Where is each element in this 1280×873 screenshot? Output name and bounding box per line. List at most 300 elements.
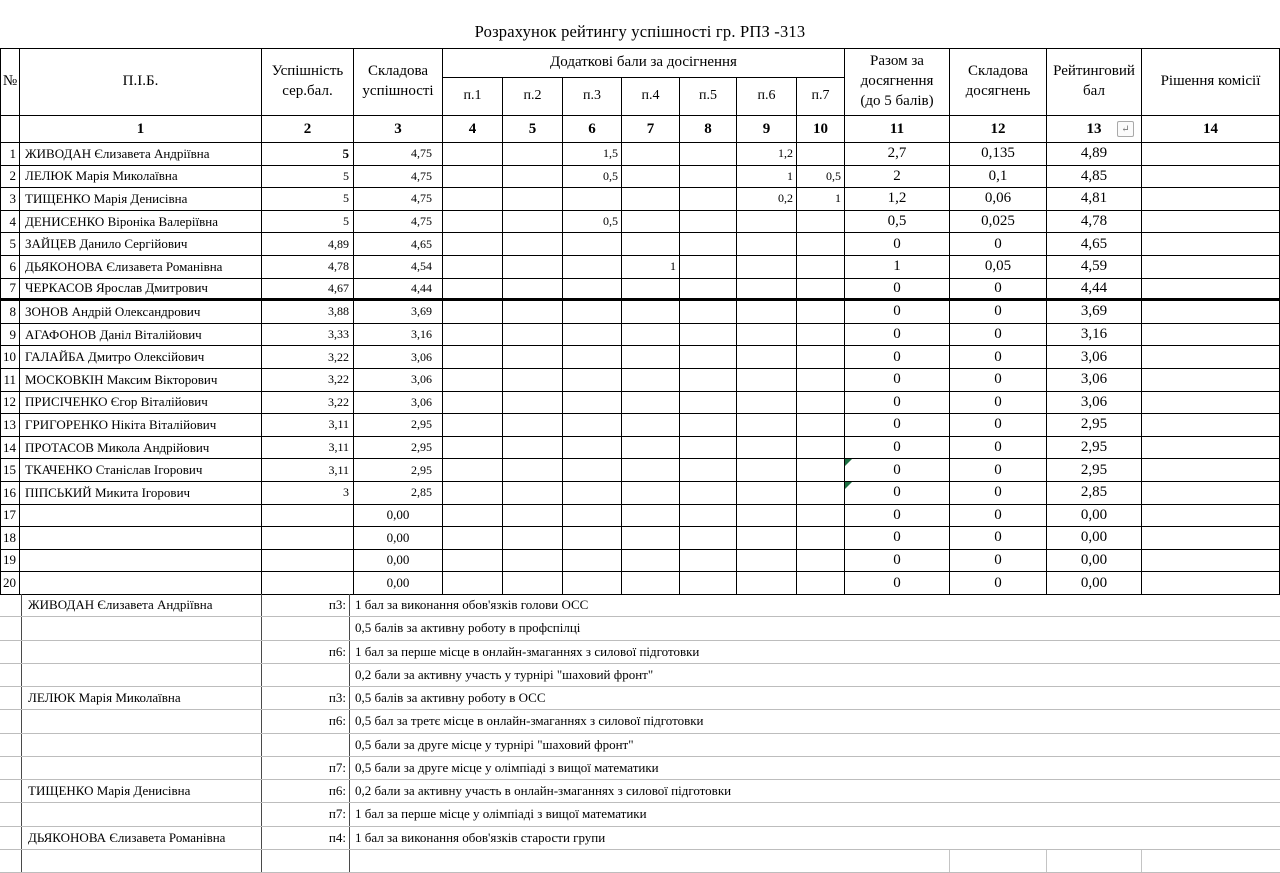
p5-score-cell[interactable] xyxy=(680,572,737,595)
col-number[interactable]: 8 xyxy=(680,116,737,143)
p2-score-cell[interactable] xyxy=(503,256,563,279)
decision-cell[interactable] xyxy=(1142,459,1280,482)
student-name-cell[interactable]: ДЬЯКОНОВА Єлизавета Романівна xyxy=(20,256,262,279)
row-number-cell[interactable]: 20 xyxy=(1,572,20,595)
row-number-cell[interactable]: 4 xyxy=(1,211,20,234)
col-header-p3[interactable]: п.3 xyxy=(563,78,622,116)
p7-score-cell[interactable]: 0,5 xyxy=(797,166,845,189)
achievements-total-cell[interactable]: 2,7 xyxy=(845,143,950,166)
p5-score-cell[interactable] xyxy=(680,256,737,279)
p5-score-cell[interactable] xyxy=(680,414,737,437)
p6-score-cell[interactable] xyxy=(737,301,797,324)
p6-score-cell[interactable] xyxy=(737,505,797,528)
p4-score-cell[interactable] xyxy=(622,324,680,347)
p4-score-cell[interactable] xyxy=(622,414,680,437)
col-header-p2[interactable]: п.2 xyxy=(503,78,563,116)
p5-score-cell[interactable] xyxy=(680,505,737,528)
decision-cell[interactable] xyxy=(1142,166,1280,189)
row-number-cell[interactable]: 15 xyxy=(1,459,20,482)
note-spacer-cell[interactable] xyxy=(0,687,22,709)
avg-score-cell[interactable]: 4,78 xyxy=(262,256,354,279)
avg-score-cell[interactable]: 3,11 xyxy=(262,437,354,460)
performance-component-cell[interactable]: 2,95 xyxy=(354,414,443,437)
col-header-extra-points[interactable]: Додаткові бали за досігнення xyxy=(443,49,845,78)
performance-component-cell[interactable]: 3,06 xyxy=(354,392,443,415)
achievements-component-cell[interactable]: 0 xyxy=(950,233,1047,256)
avg-score-cell[interactable] xyxy=(262,505,354,528)
p7-score-cell[interactable] xyxy=(797,324,845,347)
p7-score-cell[interactable] xyxy=(797,346,845,369)
performance-component-cell[interactable]: 2,85 xyxy=(354,482,443,505)
p1-score-cell[interactable] xyxy=(443,256,503,279)
col-number[interactable] xyxy=(1047,116,1142,143)
p3-score-cell[interactable] xyxy=(563,414,622,437)
note-spacer-cell[interactable] xyxy=(0,641,22,663)
p5-score-cell[interactable] xyxy=(680,233,737,256)
p3-score-cell[interactable] xyxy=(563,301,622,324)
col-header-name[interactable]: П.І.Б. xyxy=(20,49,262,116)
rating-score-cell[interactable]: 3,06 xyxy=(1047,369,1142,392)
performance-component-cell[interactable]: 0,00 xyxy=(354,572,443,595)
p1-score-cell[interactable] xyxy=(443,437,503,460)
p1-score-cell[interactable] xyxy=(443,166,503,189)
note-student-name[interactable] xyxy=(22,641,262,663)
performance-component-cell[interactable]: 3,69 xyxy=(354,301,443,324)
rating-score-cell[interactable]: 3,06 xyxy=(1047,392,1142,415)
p6-score-cell[interactable] xyxy=(737,550,797,573)
p7-score-cell[interactable]: 1 xyxy=(797,188,845,211)
achievements-total-cell[interactable]: 0 xyxy=(845,527,950,550)
row-number-cell[interactable]: 10 xyxy=(1,346,20,369)
performance-component-cell[interactable]: 0,00 xyxy=(354,550,443,573)
achievements-total-cell[interactable]: 0 xyxy=(845,505,950,528)
note-student-name[interactable] xyxy=(22,850,262,872)
p5-score-cell[interactable] xyxy=(680,437,737,460)
performance-component-cell[interactable]: 4,54 xyxy=(354,256,443,279)
decision-cell[interactable] xyxy=(1142,233,1280,256)
rating-score-cell[interactable]: 4,44 xyxy=(1047,279,1142,302)
decision-cell[interactable] xyxy=(1142,211,1280,234)
performance-component-cell[interactable]: 4,75 xyxy=(354,211,443,234)
p7-score-cell[interactable] xyxy=(797,527,845,550)
p6-score-cell[interactable] xyxy=(737,369,797,392)
p1-score-cell[interactable] xyxy=(443,143,503,166)
p3-score-cell[interactable] xyxy=(563,550,622,573)
row-number-cell[interactable]: 18 xyxy=(1,527,20,550)
row-number-cell[interactable]: 7 xyxy=(1,279,20,302)
rating-score-cell[interactable]: 3,06 xyxy=(1047,346,1142,369)
performance-component-cell[interactable]: 3,06 xyxy=(354,346,443,369)
performance-component-cell[interactable]: 0,00 xyxy=(354,505,443,528)
p6-score-cell[interactable]: 1,2 xyxy=(737,143,797,166)
achievements-component-cell[interactable]: 0 xyxy=(950,482,1047,505)
note-criterion-label[interactable]: п3: xyxy=(262,687,350,709)
col-number[interactable]: 5 xyxy=(503,116,563,143)
note-spacer-cell[interactable] xyxy=(0,617,22,639)
note-student-name[interactable]: ЖИВОДАН Єлизавета Андріївна xyxy=(22,594,262,616)
achievements-component-cell[interactable]: 0 xyxy=(950,437,1047,460)
p6-score-cell[interactable] xyxy=(737,459,797,482)
note-criterion-label[interactable]: п3: xyxy=(262,594,350,616)
achievements-component-cell[interactable]: 0,025 xyxy=(950,211,1047,234)
p6-score-cell[interactable] xyxy=(737,233,797,256)
decision-cell[interactable] xyxy=(1142,437,1280,460)
p2-score-cell[interactable] xyxy=(503,527,563,550)
decision-cell[interactable] xyxy=(1142,550,1280,573)
p2-score-cell[interactable] xyxy=(503,166,563,189)
performance-component-cell[interactable]: 2,95 xyxy=(354,437,443,460)
note-description[interactable]: 0,5 бали за друге місце у турнірі "шаховий фронт" xyxy=(355,736,634,752)
performance-component-cell[interactable]: 4,75 xyxy=(354,166,443,189)
p2-score-cell[interactable] xyxy=(503,279,563,302)
p1-score-cell[interactable] xyxy=(443,550,503,573)
p3-score-cell[interactable] xyxy=(563,233,622,256)
col-number[interactable]: 14 xyxy=(1142,116,1280,143)
note-criterion-label[interactable]: п7: xyxy=(262,757,350,779)
p5-score-cell[interactable] xyxy=(680,482,737,505)
p5-score-cell[interactable] xyxy=(680,527,737,550)
note-spacer-cell[interactable] xyxy=(0,780,22,802)
rating-score-cell[interactable]: 4,85 xyxy=(1047,166,1142,189)
achievements-total-cell[interactable]: 2 xyxy=(845,166,950,189)
achievements-component-cell[interactable]: 0 xyxy=(950,414,1047,437)
row-number-cell[interactable]: 14 xyxy=(1,437,20,460)
p6-score-cell[interactable]: 0,2 xyxy=(737,188,797,211)
p5-score-cell[interactable] xyxy=(680,143,737,166)
avg-score-cell[interactable]: 3,22 xyxy=(262,392,354,415)
note-spacer-cell[interactable] xyxy=(0,594,22,616)
decision-cell[interactable] xyxy=(1142,369,1280,392)
decision-cell[interactable] xyxy=(1142,301,1280,324)
student-name-cell[interactable]: ТКАЧЕНКО Станіслав Ігорович xyxy=(20,459,262,482)
note-criterion-label[interactable]: п7: xyxy=(262,803,350,825)
p4-score-cell[interactable] xyxy=(622,211,680,234)
achievements-total-cell[interactable]: 0 xyxy=(845,324,950,347)
achievements-total-cell[interactable]: 0 xyxy=(845,301,950,324)
p1-score-cell[interactable] xyxy=(443,482,503,505)
achievements-component-cell[interactable]: 0 xyxy=(950,505,1047,528)
achievements-component-cell[interactable]: 0 xyxy=(950,550,1047,573)
rating-score-cell[interactable]: 2,95 xyxy=(1047,459,1142,482)
enter-marker-icon[interactable] xyxy=(1117,121,1134,137)
rating-score-cell[interactable]: 0,00 xyxy=(1047,572,1142,595)
row-number-cell[interactable]: 11 xyxy=(1,369,20,392)
row-number-cell[interactable]: 6 xyxy=(1,256,20,279)
note-student-name[interactable] xyxy=(22,664,262,686)
rating-score-cell[interactable]: 4,81 xyxy=(1047,188,1142,211)
rating-score-cell[interactable]: 0,00 xyxy=(1047,505,1142,528)
rating-score-cell[interactable]: 2,95 xyxy=(1047,414,1142,437)
achievements-total-cell[interactable]: 0 xyxy=(845,369,950,392)
achievements-total-cell[interactable]: 0 xyxy=(845,459,950,482)
achievements-component-cell[interactable]: 0 xyxy=(950,324,1047,347)
p1-score-cell[interactable] xyxy=(443,369,503,392)
row-number-cell[interactable]: 17 xyxy=(1,505,20,528)
col-number[interactable]: 4 xyxy=(443,116,503,143)
col-header-achievements-total[interactable] xyxy=(845,49,950,116)
note-description[interactable]: 0,5 бали за друге місце у олімпіаді з вищої математики xyxy=(355,759,659,775)
avg-score-cell[interactable]: 3,22 xyxy=(262,369,354,392)
p3-score-cell[interactable]: 1,5 xyxy=(563,143,622,166)
achievements-component-cell[interactable]: 0,05 xyxy=(950,256,1047,279)
col-number[interactable]: 10 xyxy=(797,116,845,143)
achievements-total-cell[interactable]: 0 xyxy=(845,233,950,256)
p7-score-cell[interactable] xyxy=(797,301,845,324)
avg-score-cell[interactable]: 5 xyxy=(262,143,354,166)
p6-score-cell[interactable] xyxy=(737,572,797,595)
rating-score-cell[interactable]: 2,95 xyxy=(1047,437,1142,460)
p2-score-cell[interactable] xyxy=(503,143,563,166)
p3-score-cell[interactable] xyxy=(563,256,622,279)
note-description[interactable]: 0,2 бали за активну участь у турнірі "шаховий фронт" xyxy=(355,666,654,682)
achievements-total-cell[interactable]: 0 xyxy=(845,437,950,460)
achievements-component-cell[interactable]: 0 xyxy=(950,459,1047,482)
col-number[interactable]: 7 xyxy=(622,116,680,143)
note-criterion-label[interactable] xyxy=(262,734,350,756)
rating-score-cell[interactable]: 3,69 xyxy=(1047,301,1142,324)
note-spacer-cell[interactable] xyxy=(0,757,22,779)
rating-score-cell[interactable]: 3,16 xyxy=(1047,324,1142,347)
p5-score-cell[interactable] xyxy=(680,324,737,347)
performance-component-cell[interactable]: 4,75 xyxy=(354,143,443,166)
p3-score-cell[interactable] xyxy=(563,188,622,211)
achievements-component-cell[interactable]: 0,135 xyxy=(950,143,1047,166)
avg-score-cell[interactable]: 5 xyxy=(262,211,354,234)
col-header-p4[interactable]: п.4 xyxy=(622,78,680,116)
rating-score-cell[interactable]: 2,85 xyxy=(1047,482,1142,505)
decision-cell[interactable] xyxy=(1142,256,1280,279)
note-student-name[interactable] xyxy=(22,710,262,732)
achievements-total-cell[interactable]: 1 xyxy=(845,256,950,279)
achievements-total-cell[interactable]: 0 xyxy=(845,279,950,302)
p2-score-cell[interactable] xyxy=(503,369,563,392)
p7-score-cell[interactable] xyxy=(797,392,845,415)
row-number-cell[interactable]: 19 xyxy=(1,550,20,573)
p6-score-cell[interactable] xyxy=(737,527,797,550)
p4-score-cell[interactable] xyxy=(622,369,680,392)
p5-score-cell[interactable] xyxy=(680,550,737,573)
student-name-cell[interactable] xyxy=(20,505,262,528)
student-name-cell[interactable]: ЖИВОДАН Єлизавета Андріївна xyxy=(20,143,262,166)
p1-score-cell[interactable] xyxy=(443,346,503,369)
p4-score-cell[interactable] xyxy=(622,527,680,550)
p1-score-cell[interactable] xyxy=(443,527,503,550)
p6-score-cell[interactable] xyxy=(737,211,797,234)
student-name-cell[interactable]: ТИЩЕНКО Марія Денисівна xyxy=(20,188,262,211)
rating-score-cell[interactable]: 4,78 xyxy=(1047,211,1142,234)
note-description[interactable]: 0,5 бал за третє місце в онлайн-змаганнях з силової підготовки xyxy=(355,713,704,729)
avg-score-cell[interactable]: 5 xyxy=(262,166,354,189)
p3-score-cell[interactable] xyxy=(563,505,622,528)
p1-score-cell[interactable] xyxy=(443,279,503,302)
note-criterion-label[interactable]: п6: xyxy=(262,641,350,663)
avg-score-cell[interactable]: 3,33 xyxy=(262,324,354,347)
note-description[interactable]: 1 бал за перше місце у олімпіаді з вищої математики xyxy=(355,806,647,822)
row-number-cell[interactable]: 12 xyxy=(1,392,20,415)
p6-score-cell[interactable] xyxy=(737,482,797,505)
p5-score-cell[interactable] xyxy=(680,301,737,324)
avg-score-cell[interactable] xyxy=(262,550,354,573)
achievements-total-cell[interactable]: 0,5 xyxy=(845,211,950,234)
rating-score-cell[interactable]: 0,00 xyxy=(1047,550,1142,573)
p3-score-cell[interactable] xyxy=(563,369,622,392)
performance-component-cell[interactable]: 3,16 xyxy=(354,324,443,347)
achievements-total-cell[interactable]: 1,2 xyxy=(845,188,950,211)
col-number[interactable]: 1 xyxy=(20,116,262,143)
p4-score-cell[interactable] xyxy=(622,505,680,528)
p3-score-cell[interactable] xyxy=(563,572,622,595)
note-spacer-cell[interactable] xyxy=(0,734,22,756)
col-number[interactable]: 3 xyxy=(354,116,443,143)
p2-score-cell[interactable] xyxy=(503,482,563,505)
achievements-component-cell[interactable]: 0 xyxy=(950,346,1047,369)
decision-cell[interactable] xyxy=(1142,279,1280,302)
student-name-cell[interactable] xyxy=(20,572,262,595)
p4-score-cell[interactable] xyxy=(622,301,680,324)
note-description[interactable]: 0,5 балів за активну роботу в ОСС xyxy=(355,690,546,706)
p2-score-cell[interactable] xyxy=(503,437,563,460)
note-criterion-label[interactable] xyxy=(262,850,350,872)
p5-score-cell[interactable] xyxy=(680,392,737,415)
avg-score-cell[interactable]: 5 xyxy=(262,188,354,211)
note-criterion-label[interactable] xyxy=(262,617,350,639)
rating-score-cell[interactable]: 4,59 xyxy=(1047,256,1142,279)
p7-score-cell[interactable] xyxy=(797,211,845,234)
note-spacer-cell[interactable] xyxy=(0,664,22,686)
achievements-total-cell[interactable]: 0 xyxy=(845,572,950,595)
p7-score-cell[interactable] xyxy=(797,550,845,573)
p3-score-cell[interactable] xyxy=(563,324,622,347)
p1-score-cell[interactable] xyxy=(443,211,503,234)
row-number-cell[interactable]: 9 xyxy=(1,324,20,347)
p6-score-cell[interactable] xyxy=(737,346,797,369)
achievements-total-cell[interactable]: 0 xyxy=(845,346,950,369)
note-criterion-label[interactable] xyxy=(262,664,350,686)
note-student-name[interactable] xyxy=(22,734,262,756)
row-number-cell[interactable]: 13 xyxy=(1,414,20,437)
p6-score-cell[interactable] xyxy=(737,324,797,347)
p1-score-cell[interactable] xyxy=(443,188,503,211)
p4-score-cell[interactable] xyxy=(622,572,680,595)
p1-score-cell[interactable] xyxy=(443,572,503,595)
note-criterion-label[interactable]: п4: xyxy=(262,827,350,849)
student-name-cell[interactable]: ГАЛАЙБА Дмитро Олексійович xyxy=(20,346,262,369)
p5-score-cell[interactable] xyxy=(680,188,737,211)
p4-score-cell[interactable] xyxy=(622,459,680,482)
col-header-p1[interactable]: п.1 xyxy=(443,78,503,116)
achievements-total-cell[interactable]: 0 xyxy=(845,392,950,415)
p3-score-cell[interactable] xyxy=(563,346,622,369)
p7-score-cell[interactable] xyxy=(797,369,845,392)
p7-score-cell[interactable] xyxy=(797,256,845,279)
col-header-achievements-component[interactable] xyxy=(950,49,1047,116)
col-number-empty[interactable] xyxy=(1,116,20,143)
p3-score-cell[interactable] xyxy=(563,527,622,550)
student-name-cell[interactable]: ЛЕЛЮК Марія Миколаївна xyxy=(20,166,262,189)
row-number-cell[interactable]: 3 xyxy=(1,188,20,211)
note-description[interactable]: 0,5 балів за активну роботу в профспілці xyxy=(355,620,581,636)
p4-score-cell[interactable] xyxy=(622,166,680,189)
p1-score-cell[interactable] xyxy=(443,301,503,324)
row-number-cell[interactable]: 5 xyxy=(1,233,20,256)
p2-score-cell[interactable] xyxy=(503,211,563,234)
decision-cell[interactable] xyxy=(1142,143,1280,166)
avg-score-cell[interactable]: 4,67 xyxy=(262,279,354,302)
p1-score-cell[interactable] xyxy=(443,414,503,437)
avg-score-cell[interactable]: 3,88 xyxy=(262,301,354,324)
p5-score-cell[interactable] xyxy=(680,369,737,392)
p2-score-cell[interactable] xyxy=(503,550,563,573)
decision-cell[interactable] xyxy=(1142,414,1280,437)
p2-score-cell[interactable] xyxy=(503,301,563,324)
student-name-cell[interactable]: ДЕНИСЕНКО Віроніка Валеріївна xyxy=(20,211,262,234)
performance-component-cell[interactable]: 3,06 xyxy=(354,369,443,392)
performance-component-cell[interactable]: 4,75 xyxy=(354,188,443,211)
col-header-p5[interactable]: п.5 xyxy=(680,78,737,116)
note-student-name[interactable] xyxy=(22,617,262,639)
col-number[interactable]: 6 xyxy=(563,116,622,143)
student-name-cell[interactable]: ГРИГОРЕНКО Нікіта Віталійович xyxy=(20,414,262,437)
col-header-p6[interactable]: п.6 xyxy=(737,78,797,116)
avg-score-cell[interactable]: 4,89 xyxy=(262,233,354,256)
p1-score-cell[interactable] xyxy=(443,233,503,256)
achievements-component-cell[interactable]: 0 xyxy=(950,369,1047,392)
decision-cell[interactable] xyxy=(1142,346,1280,369)
achievements-total-cell[interactable]: 0 xyxy=(845,414,950,437)
student-name-cell[interactable]: ПРОТАСОВ Микола Андрійович xyxy=(20,437,262,460)
note-criterion-label[interactable]: п6: xyxy=(262,780,350,802)
p1-score-cell[interactable] xyxy=(443,505,503,528)
decision-cell[interactable] xyxy=(1142,505,1280,528)
col-number[interactable]: 12 xyxy=(950,116,1047,143)
row-number-cell[interactable]: 2 xyxy=(1,166,20,189)
col-header-rating-score[interactable] xyxy=(1047,49,1142,116)
student-name-cell[interactable]: ЧЕРКАСОВ Ярослав Дмитрович xyxy=(20,279,262,302)
performance-component-cell[interactable]: 0,00 xyxy=(354,527,443,550)
note-student-name[interactable] xyxy=(22,757,262,779)
student-name-cell[interactable]: ЗОНОВ Андрій Олександрович xyxy=(20,301,262,324)
p5-score-cell[interactable] xyxy=(680,211,737,234)
col-number[interactable]: 9 xyxy=(737,116,797,143)
row-number-cell[interactable]: 8 xyxy=(1,301,20,324)
performance-component-cell[interactable]: 4,44 xyxy=(354,279,443,302)
note-description[interactable]: 0,2 бали за активну участь в онлайн-змаганнях з силової підготовки xyxy=(355,783,732,799)
p5-score-cell[interactable] xyxy=(680,459,737,482)
p3-score-cell[interactable] xyxy=(563,392,622,415)
p7-score-cell[interactable] xyxy=(797,143,845,166)
p7-score-cell[interactable] xyxy=(797,233,845,256)
p3-score-cell[interactable] xyxy=(563,437,622,460)
achievements-component-cell[interactable]: 0,06 xyxy=(950,188,1047,211)
student-name-cell[interactable]: ЗАЙЦЕВ Данило Сергійович xyxy=(20,233,262,256)
p4-score-cell[interactable] xyxy=(622,437,680,460)
row-number-cell[interactable]: 1 xyxy=(1,143,20,166)
note-spacer-cell[interactable] xyxy=(0,850,22,872)
rating-score-cell[interactable]: 4,65 xyxy=(1047,233,1142,256)
p3-score-cell[interactable] xyxy=(563,482,622,505)
achievements-total-cell[interactable]: 0 xyxy=(845,550,950,573)
p3-score-cell[interactable] xyxy=(563,279,622,302)
p2-score-cell[interactable] xyxy=(503,505,563,528)
p2-score-cell[interactable] xyxy=(503,346,563,369)
achievements-total-cell[interactable]: 0 xyxy=(845,482,950,505)
col-number[interactable]: 2 xyxy=(262,116,354,143)
col-header-no[interactable]: № xyxy=(1,49,20,116)
performance-component-cell[interactable]: 2,95 xyxy=(354,459,443,482)
rating-score-cell[interactable]: 0,00 xyxy=(1047,527,1142,550)
p6-score-cell[interactable] xyxy=(737,256,797,279)
p6-score-cell[interactable]: 1 xyxy=(737,166,797,189)
